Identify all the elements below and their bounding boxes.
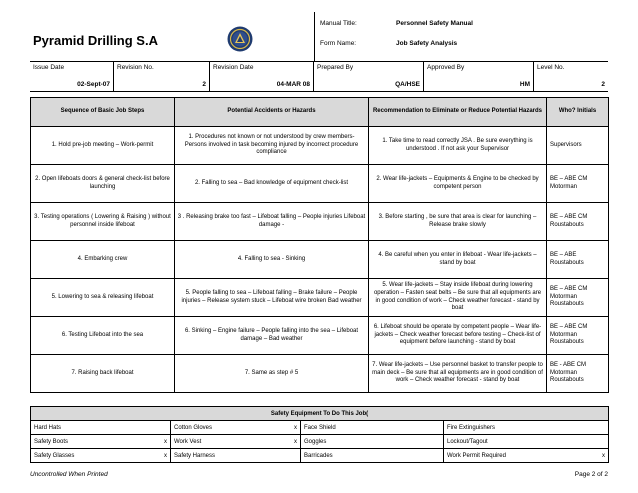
approved-by-label: Approved By (427, 64, 465, 71)
equipment-label: Barricades (304, 452, 333, 459)
equipment-cell (444, 421, 609, 435)
equipment-mark: x (294, 424, 297, 431)
equipment-label: Cotton Gloves (174, 424, 213, 431)
safety-row (31, 449, 609, 463)
who-cell: BE – ABE CM Roustabouts (547, 203, 609, 241)
table-row (31, 355, 609, 393)
revision-no-label: Revision No. (117, 64, 154, 71)
step-cell: 4. Embarking crew (31, 241, 175, 279)
table-header-row (31, 98, 609, 127)
column-header-hazards: Potential Accidents or Hazards (175, 98, 369, 127)
step-cell: 7. Raising back lifeboat (31, 355, 175, 393)
form-name-label: Form Name: (320, 40, 357, 47)
step-cell: 3. Testing operations ( Lowering & Raising ) without personnel inside lifeboat (31, 203, 175, 241)
hazard-cell: 3 . Releasing brake too fast – Lifeboat falling – People injuries Lifeboat damage - (175, 203, 369, 241)
level-no-label: Level No. (537, 64, 565, 71)
recommendation-cell: 6. Lifeboat should be operate by competent people – Wear life-jackets – Check weather forecast before testing – Check-list of equipment before launching - stand by boat (369, 317, 547, 355)
recommendation-cell: 4. Be careful when you enter in lifeboat - Wear life-jackets – stand by boat (369, 241, 547, 279)
table-row (31, 127, 609, 165)
revision-no-value: 2 (202, 81, 206, 88)
safety-row (31, 421, 609, 435)
level-no-cell (534, 62, 608, 92)
equipment-mark: x (294, 438, 297, 445)
table-row (31, 165, 609, 203)
recommendation-cell: 3. Before starting , be sure that area is clear for launching – Release brake slowly (369, 203, 547, 241)
footer-uncontrolled-note: Uncontrolled When Printed (30, 471, 108, 478)
equipment-label: Safety Harness (174, 452, 216, 459)
who-cell: BE – ABE CM Motorman (547, 165, 609, 203)
equipment-label: Safety Boots (34, 438, 69, 445)
table-row (31, 203, 609, 241)
recommendation-cell: 5. Wear life-jackets – Stay inside lifeboat during lowering operation – Fasten seat belts – Be sure that all equipments are in good condition of work – Check weather forecast - stand by boat (369, 279, 547, 317)
approved-by-value: HM (519, 81, 530, 88)
hazard-cell: 6. Sinking – Engine failure – People falling into the sea – Lifeboat damage – Bad weather (175, 317, 369, 355)
equipment-cell (171, 449, 301, 463)
equipment-cell (31, 449, 171, 463)
who-cell: BE – ABE Roustabouts (547, 241, 609, 279)
column-header-recommendation: Recommendation to Eliminate or Reduce Potential Hazards (369, 98, 547, 127)
equipment-label: Face Shield (304, 424, 336, 431)
job-safety-analysis-table (30, 97, 609, 393)
equipment-mark: x (164, 452, 167, 459)
approved-by-cell (424, 62, 534, 92)
prepared-by-label: Prepared By (317, 64, 354, 71)
revision-date-label: Revision Date (213, 64, 254, 71)
company-name: Pyramid Drilling S.A (33, 33, 158, 48)
table-row (31, 279, 609, 317)
equipment-cell (171, 435, 301, 449)
issue-date-label: Issue Date (33, 64, 65, 71)
jsa-form-page (30, 12, 608, 459)
step-cell: 5. Lowering to sea & releasing lifeboat (31, 279, 175, 317)
company-seal-logo (227, 26, 253, 52)
column-header-who: Who? Initials (547, 98, 609, 127)
recommendation-cell: 2. Wear life-jackets – Equipments & Engine to be checked by competent person (369, 165, 547, 203)
safety-row (31, 435, 609, 449)
hazard-cell: 4. Falling to sea - Sinking (175, 241, 369, 279)
equipment-mark: x (164, 438, 167, 445)
who-cell: BE – ABE CM Motorman Roustabouts (547, 279, 609, 317)
equipment-cell (31, 435, 171, 449)
prepared-by-value: QA/HSE (395, 81, 420, 88)
issue-date-value: 02-Sept-07 (77, 81, 110, 88)
equipment-cell (301, 421, 444, 435)
equipment-cell (444, 435, 609, 449)
table-row (31, 241, 609, 279)
document-info-row (30, 62, 608, 92)
equipment-mark: x (602, 452, 606, 459)
step-cell: 2. Open lifeboats doors & general check-list before launching (31, 165, 175, 203)
hazard-cell: 5. People falling to sea – Lifeboat falling – Brake failure – People injuries – Release system stuck – Lifeboat wire broken Bad weather (175, 279, 369, 317)
form-name-value: Job Safety Analysis (396, 40, 458, 47)
table-row (31, 317, 609, 355)
equipment-label: Safety Glasses (34, 452, 75, 459)
revision-date-cell (210, 62, 314, 92)
equipment-label: Work Vest (174, 438, 202, 445)
form-header (30, 12, 608, 62)
equipment-label: Hard Hats (34, 424, 62, 431)
hazard-cell: 2. Falling to sea – Bad knowledge of equipment check-list (175, 165, 369, 203)
equipment-label: Fire Extinguishers (447, 424, 496, 431)
equipment-cell (444, 449, 609, 463)
step-cell: 6. Testing Lifeboat into the sea (31, 317, 175, 355)
manual-title-label: Manual Title: (320, 20, 357, 27)
revision-no-cell (114, 62, 210, 92)
who-cell: BE – ABE CM Motorman Roustabouts (547, 317, 609, 355)
equipment-cell (171, 421, 301, 435)
header-divider (314, 12, 315, 61)
prepared-by-cell (314, 62, 424, 92)
who-cell: Supervisors (547, 127, 609, 165)
revision-date-value: 04-MAR 08 (276, 81, 310, 88)
equipment-cell (31, 421, 171, 435)
equipment-label: Work Permit Required (447, 452, 506, 459)
safety-equipment-title: Safety Equipment To Do This Job( (31, 407, 609, 421)
who-cell: BE - ABE CM Motorman Roustabouts (547, 355, 609, 393)
column-header-steps: Sequence of Basic Job Steps (31, 98, 175, 127)
step-cell: 1. Hold pre-job meeting – Work-permit (31, 127, 175, 165)
equipment-label: Goggles (304, 438, 327, 445)
hazard-cell: 7. Same as step # 5 (175, 355, 369, 393)
footer-page-number: Page 2 of 2 (574, 471, 608, 478)
manual-title-value: Personnel Safety Manual (396, 20, 473, 27)
level-no-value: 2 (601, 81, 605, 88)
hazard-cell: 1. Procedures not known or not understood by crew members- Persons involved in task becoming injured by incorrect procedure compliance (175, 127, 369, 165)
recommendation-cell: 7. Wear life-jackets – Use personnel basket to transfer people to main deck – Be sure that all equipments are in good condition of work – Check weather forecast - stand by boat (369, 355, 547, 393)
issue-date-cell (30, 62, 114, 92)
equipment-cell (301, 435, 444, 449)
equipment-label: Lockout/Tagout (447, 438, 488, 445)
equipment-cell (301, 449, 444, 463)
safety-equipment-table (30, 406, 609, 463)
recommendation-cell: 1. Take time to read correctly JSA . Be sure everything is understood . If not ask your Supervisor (369, 127, 547, 165)
